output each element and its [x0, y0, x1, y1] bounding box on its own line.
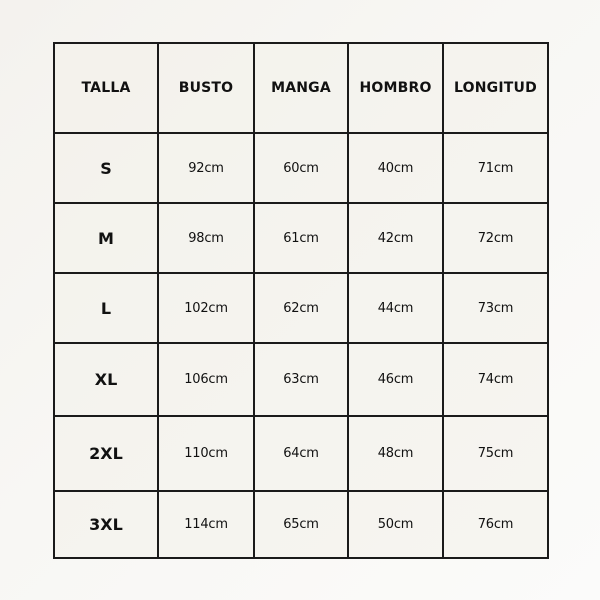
longitud-cell: 72cm — [443, 203, 548, 273]
longitud-cell: 74cm — [443, 343, 548, 416]
table-row — [54, 343, 548, 416]
size-label: XL — [54, 343, 158, 416]
busto-cell: 102cm — [158, 273, 254, 343]
table-header — [54, 43, 548, 133]
longitud-cell: 76cm — [443, 491, 548, 558]
table-row — [54, 491, 548, 558]
hombro-cell: 46cm — [348, 343, 443, 416]
manga-cell: 60cm — [254, 133, 348, 203]
size-chart-table — [53, 42, 549, 559]
size-label: L — [54, 273, 158, 343]
manga-cell: 62cm — [254, 273, 348, 343]
longitud-cell: 75cm — [443, 416, 548, 491]
longitud-cell: 71cm — [443, 133, 548, 203]
busto-cell: 106cm — [158, 343, 254, 416]
header-busto: BUSTO — [158, 43, 254, 133]
manga-cell: 64cm — [254, 416, 348, 491]
hombro-cell: 50cm — [348, 491, 443, 558]
hombro-cell: 44cm — [348, 273, 443, 343]
manga-cell: 61cm — [254, 203, 348, 273]
hombro-cell: 40cm — [348, 133, 443, 203]
header-talla: TALLA — [54, 43, 158, 133]
header-hombro: HOMBRO — [348, 43, 443, 133]
header-manga: MANGA — [254, 43, 348, 133]
busto-cell: 114cm — [158, 491, 254, 558]
header-row — [54, 43, 548, 133]
size-label: 3XL — [54, 491, 158, 558]
busto-cell: 98cm — [158, 203, 254, 273]
manga-cell: 65cm — [254, 491, 348, 558]
table-row — [54, 273, 548, 343]
longitud-cell: 73cm — [443, 273, 548, 343]
hombro-cell: 48cm — [348, 416, 443, 491]
table-row — [54, 133, 548, 203]
manga-cell: 63cm — [254, 343, 348, 416]
size-label: S — [54, 133, 158, 203]
header-longitud: LONGITUD — [443, 43, 548, 133]
busto-cell: 110cm — [158, 416, 254, 491]
size-label: M — [54, 203, 158, 273]
busto-cell: 92cm — [158, 133, 254, 203]
size-label: 2XL — [54, 416, 158, 491]
table-body — [54, 133, 548, 558]
table-row — [54, 416, 548, 491]
table-row — [54, 203, 548, 273]
hombro-cell: 42cm — [348, 203, 443, 273]
